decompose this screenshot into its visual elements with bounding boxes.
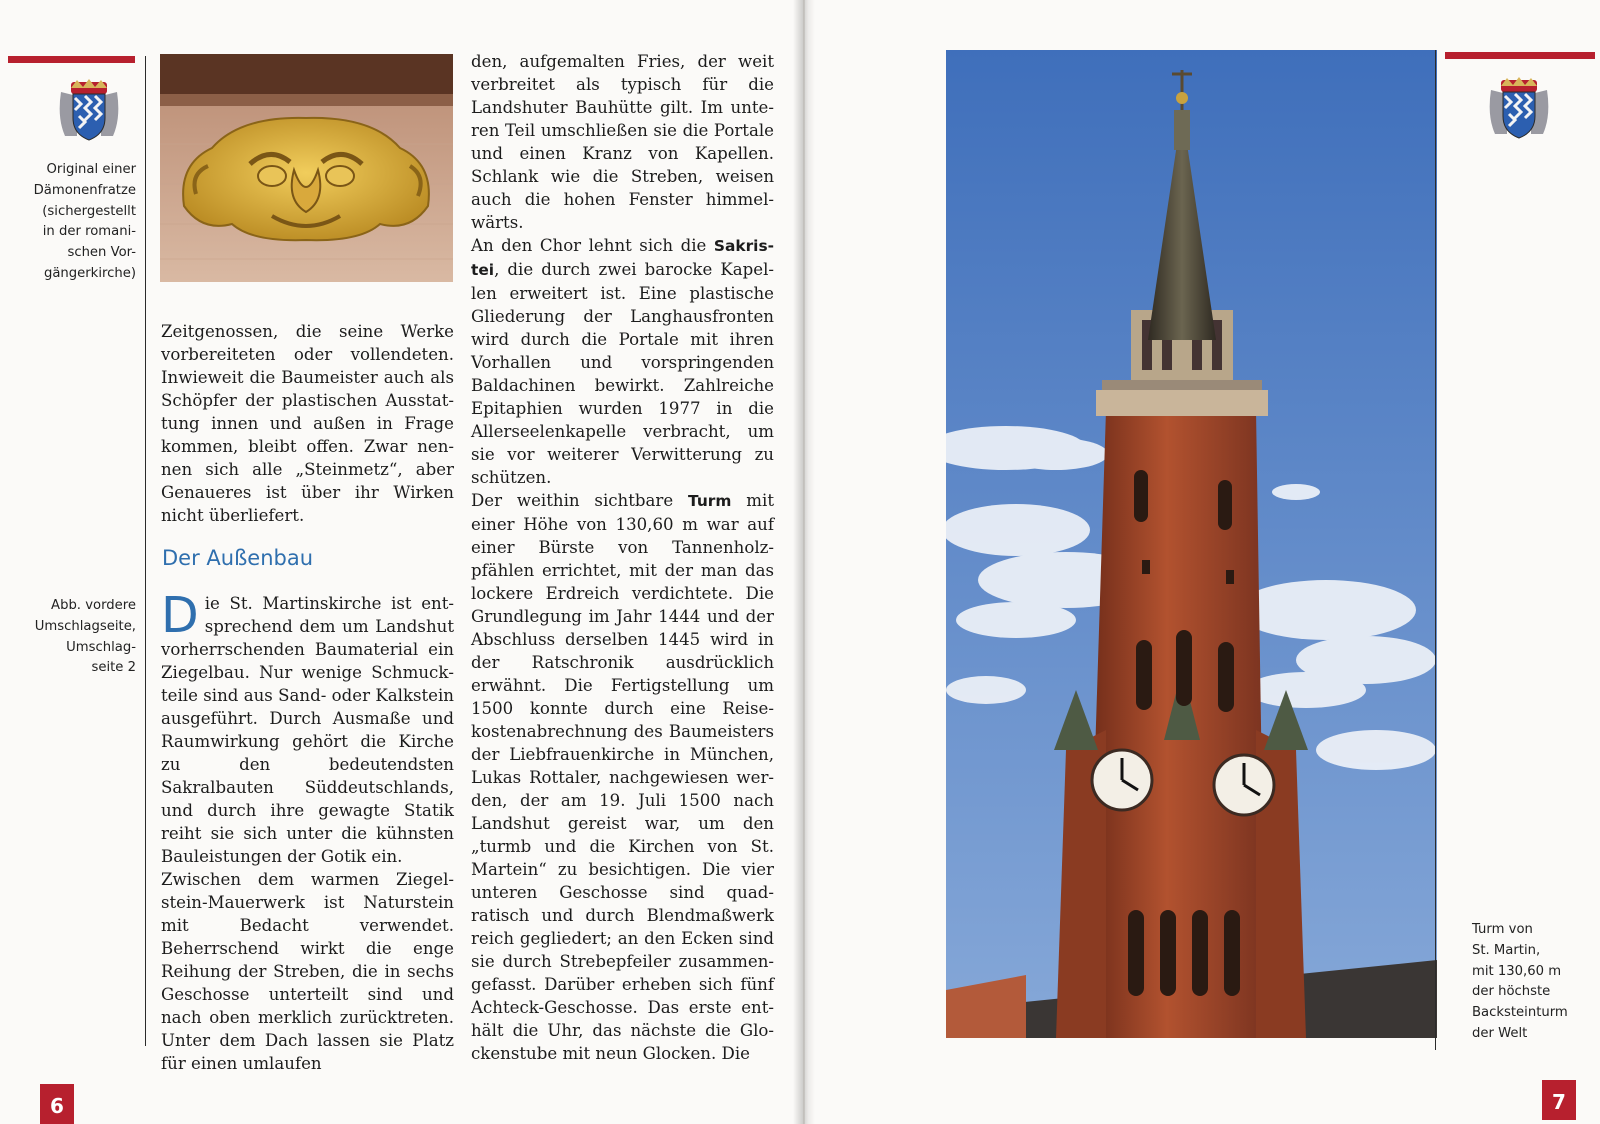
right-page <box>805 0 1600 1124</box>
caption-tower: Turm von St. Martin, mit 130,60 m der höchste Backsteinturm der Welt <box>1472 922 1568 1041</box>
paragraph-aussenbau-1-text: ie St. Martinskirche ist entsprechend dem um Landshut vorherrschenden Baumaterial ein Ziegelbau. Nur wenige Schmuckteile sind aus Sand- oder Kalkstein ausgeführt. Durch Ausmaße und Raumwirkung gehört die Kirche zu den bedeutendsten Sakralbauten Süddeutschlands, und durch ihre gewagte Statik reiht sie sich unter die kühnsten Bauleistungen der Gotik ein. <box>161 594 454 866</box>
tower-image <box>946 50 1437 1038</box>
page-number-right: 7 <box>1542 1080 1576 1120</box>
sakristei-pre: An den Chor lehnt sich die <box>471 236 714 255</box>
caption-cover: Abb. vordere Umschlagseite, Umschlag- seite 2 <box>34 598 136 676</box>
drop-cap: D <box>161 587 199 644</box>
header-bar-right <box>1445 52 1595 59</box>
turm-pre: Der weithin sichtbare <box>471 491 689 510</box>
paragraph-aussenbau-2: Zwischen dem warmen Ziegelstein-Mauerwerk ist Naturstein mit Bedacht verwendet. Beherrschend wirkt die enge Reihung der Streben, die in sechs Geschosse unterteilt sind und nach oben merklich zurücktreten. Unter dem Dach lassen sie Platz für einen umlaufen <box>161 870 454 1073</box>
sakristei-post: , die durch zwei barocke Kapellen erweitert ist. Eine plastische Gliederung der Langhausfronten wird durch die Portale mit ihren Vorhallen und vorspringenden Baldachinen bewirkt. Zahlreiche Epitaphien wurden 1977 in die Allerseelenkapelle verbracht, um sie vor weiterer Verwitterung zu schützen. <box>471 260 774 487</box>
paragraph-fries: den, aufgemalten Fries, der weit verbreitet als typisch für die Landshuter Bauhütte gilt. Im unteren Teil umschließen sie die Portale und einen Kranz von Kapellen. Schlank wie die Streben, weisen auch die hohen Fenster himmelwärts. <box>471 52 774 232</box>
caption-demon: Original einer Dämonenfratze (sichergestellt in der romani- schen Vor- gängerkirche) <box>33 162 136 281</box>
coat-of-arms-icon <box>1487 76 1551 140</box>
column-2 <box>471 50 774 1065</box>
coat-of-arms-icon <box>57 78 121 142</box>
demon-image <box>160 54 453 282</box>
turm-post: mit einer Höhe von 130,60 m war auf einer Bürste von Tannenholzpfählen errichtet, mit der man das lockere Erdreich verdichtete. Die Grundlegung im Jahr 1444 und der Abschluss derselben 1445 wird in der Ratschronik ausdrücklich erwähnt. Die Fertigstellung um 1500 konnte durch eine Reisekostenabrechnung des Baumeisters der Liebfrauenkirche in München, Lukas Rottaler, nachgewiesen werden, der am 19. Juli 1500 nach Landshut gereist war, um den „turmb und die Kirchen von St. Martein“ zu besichtigen. Die vier unteren Geschosse sind quadratisch und durch Blendmaßwerk reich gegliedert; an den Ecken sind sie durch Strebepfeiler zusammengefasst. Darüber erheben sich fünf Achteck-Geschosse. Das erste enthält die Uhr, das nächste die Glockenstube mit neun Glocken. Die <box>471 491 774 1063</box>
heading-aussenbau: Der Außenbau <box>162 546 314 570</box>
header-bar <box>8 56 135 63</box>
tower-graphic <box>946 50 1437 1038</box>
demon-face-graphic <box>160 54 453 282</box>
page-number-left: 6 <box>40 1084 74 1124</box>
margin-rule <box>145 56 146 1046</box>
paragraph-turm <box>471 489 774 1065</box>
column-1-intro <box>161 320 454 527</box>
keyword-turm: Turm <box>688 492 732 510</box>
paragraph-sakristei <box>471 234 774 489</box>
paragraph-intro: Zeitgenossen, die seine Werke vorbereiteten oder vollendeten. Inwieweit die Baumeister auch als Schöpfer der plastischen Ausstattung innen und außen in Frage kommen, bleibt offen. Zwar nennen sich alle „Steinmetz“, aber Genaueres ist über ihr Wirken nicht überliefert. <box>161 322 454 525</box>
margin-rule-right <box>1435 50 1436 1050</box>
column-1-aussenbau <box>161 587 454 1075</box>
keyword-sakristei: Sakristei <box>471 237 774 279</box>
paragraph-aussenbau-1 <box>161 587 454 868</box>
